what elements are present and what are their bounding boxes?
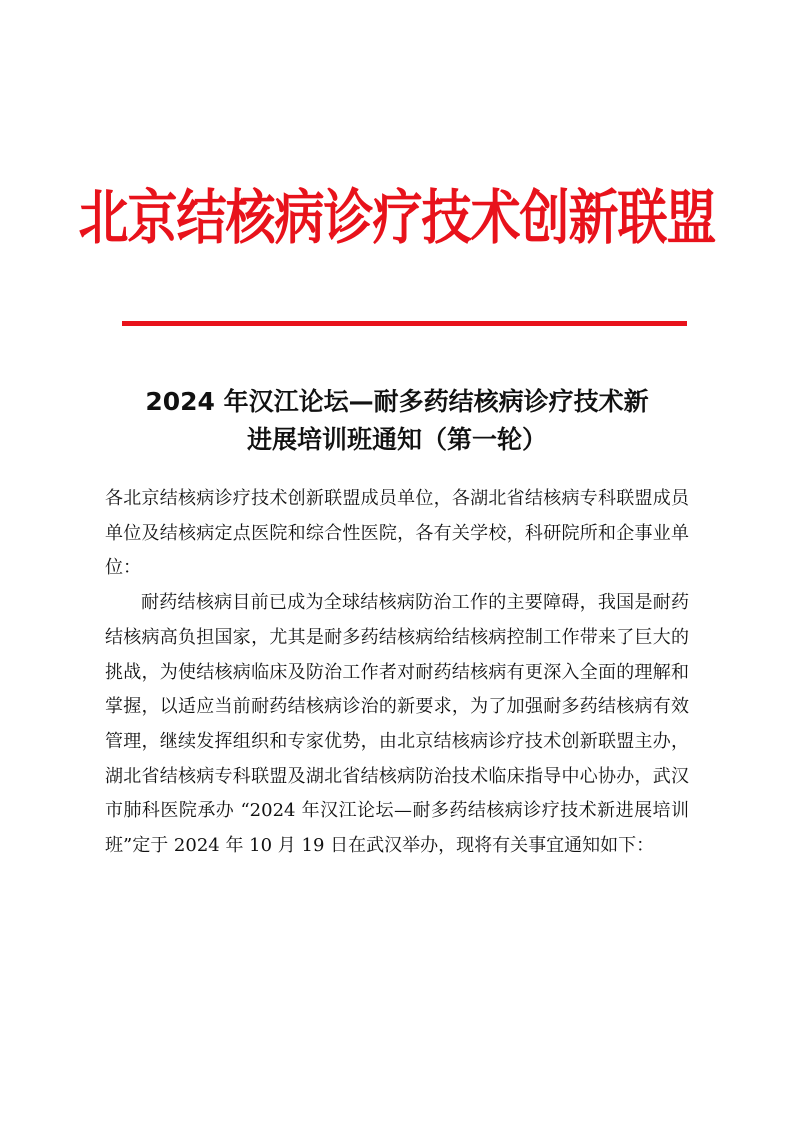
red-divider-line (122, 321, 687, 326)
document-title-line-2: 进展培训班通知（第一轮） (246, 425, 547, 454)
organization-masthead: 北京结核病诊疗技术创新联盟 (78, 183, 716, 252)
document-title-line-1: 2024 年汉江论坛—耐多药结核病诊疗技术新 (145, 387, 649, 416)
body-paragraph-1: 耐药结核病目前已成为全球结核病防治工作的主要障碍，我国是耐药结核病高负担国家，尤其是耐多药结核病给结核病控制工作带来了巨大的挑战，为使结核病临床及防治工作者对耐药结核病有更深入全面的理解和掌握，以适应当前耐药结核病诊治的新要求，为了加强耐多药结核病有效管理，继续发挥组织和专家优势，由北京结核病诊疗技术创新联盟主办，湖北省结核病专科联盟及湖北省结核病防治技术临床指导中心协办，武汉市肺科医院承办 “2024 年汉江论坛—耐多药结核病诊疗技术新进展培训班”定于 2024 年 10 月 19 日在武汉举办，现将有关事宜通知如下： (105, 592, 689, 857)
document-body (105, 482, 689, 864)
document-title (100, 383, 694, 459)
salutation-paragraph: 各北京结核病诊疗技术创新联盟成员单位，各湖北省结核病专科联盟成员单位及结核病定点医院和综合性医院，各有关学校，科研院所和企事业单位： (105, 488, 689, 579)
